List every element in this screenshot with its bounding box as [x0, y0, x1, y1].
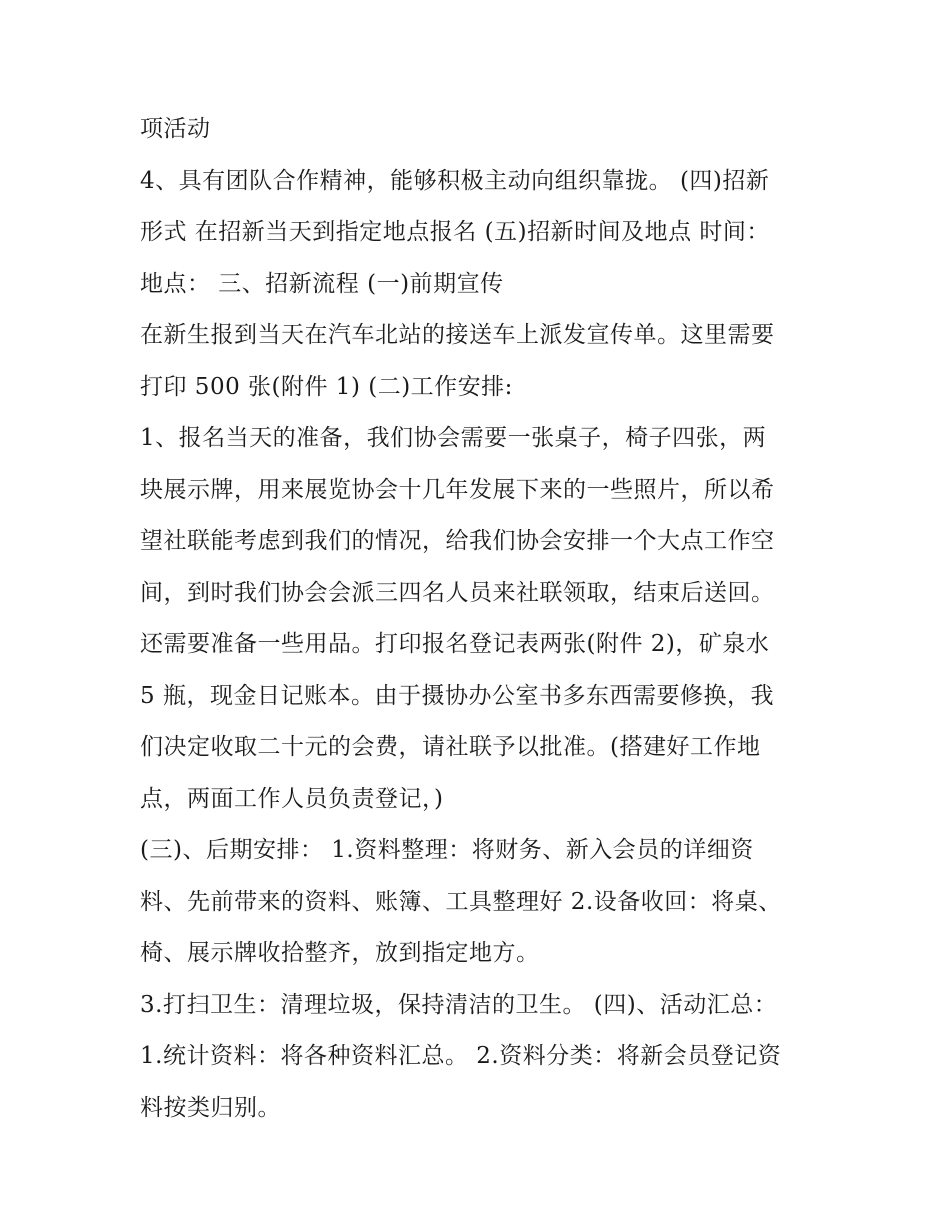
text-line-15: (三)、后期安排： 1.资料整理：将财务、新入会员的详细资 [140, 837, 754, 863]
text-line-20: 料按类归别。 [140, 1094, 281, 1121]
text-line-2: 4、具有团队合作精神，能够积极主动向组织靠拢。 (四)招新 [140, 167, 770, 194]
document-body [140, 104, 830, 1134]
text-line-16: 料、先前带来的资料、账簿、工具整理好 2.设备收回：将桌、 [140, 888, 782, 915]
text-line-1: 项活动 [140, 116, 211, 142]
text-line-8: 块展示牌，用来展览协会十几年发展下来的一些照片，所以希 [140, 476, 775, 503]
text-line-13: 们决定收取二十元的会费，请社联予以批准。(搭建好工作地 [140, 734, 761, 760]
text-line-17: 椅、展示牌收拾整齐，放到指定地方。 [140, 940, 540, 966]
text-line-9: 望社联能考虑到我们的情况，给我们协会安排一个大点工作空 [140, 528, 775, 554]
text-line-19: 1.统计资料：将各种资料汇总。 2.资料分类：将新会员登记资 [140, 1043, 782, 1069]
text-line-3: 形式 在招新当天到指定地点报名 (五)招新时间及地点 时间： [140, 219, 770, 245]
text-line-10: 间，到时我们协会会派三四名人员来社联领取，结束后送回。 [140, 579, 775, 606]
text-line-6: 打印 500 张(附件 1) (二)工作安排: [140, 373, 513, 400]
text-line-12: 5 瓶，现金日记账本。由于摄协办公室书多东西需要修换，我 [140, 682, 774, 709]
text-line-18: 3.打扫卫生：清理垃圾，保持清洁的卫生。 (四)、活动汇总： [140, 991, 778, 1018]
text-line-4: 地点： 三、招新流程 (一)前期宣传 [140, 270, 504, 297]
text-line-11: 还需要准备一些用品。打印报名登记表两张(附件 2)，矿泉水 [140, 631, 770, 657]
text-line-7: 1、报名当天的准备，我们协会需要一张桌子，椅子四张，两 [140, 425, 767, 451]
text-line-14: 点，两面工作人员负责登记，) [140, 785, 444, 812]
text-line-5: 在新生报到当天在汽车北站的接送车上派发宣传单。这里需要 [140, 322, 775, 348]
